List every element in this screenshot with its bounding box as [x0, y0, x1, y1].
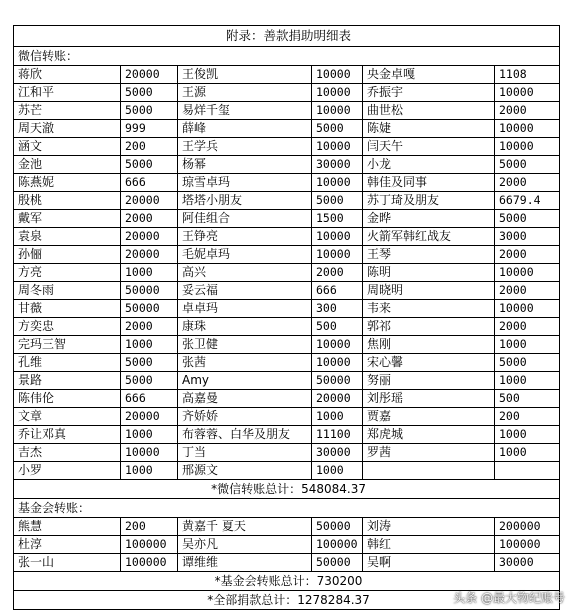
donor-name: 谭维维 — [178, 554, 312, 572]
donation-amount: 10000 — [312, 138, 363, 156]
page-title: 附录：善款捐助明细表 — [14, 26, 560, 47]
donor-name: 毛妮卓玛 — [178, 246, 312, 264]
donation-row — [14, 120, 560, 138]
donor-name: 陈伟伦 — [14, 390, 121, 408]
donation-amount: 1000 — [121, 336, 178, 354]
donor-name: 贾嘉 — [363, 408, 495, 426]
donor-name: 火箭军韩红战友 — [363, 228, 495, 246]
donor-name: 孔维 — [14, 354, 121, 372]
donation-amount: 200000 — [495, 518, 560, 536]
donor-name: 刘涛 — [363, 518, 495, 536]
donor-name: 宋心馨 — [363, 354, 495, 372]
donor-name: 杨幂 — [178, 156, 312, 174]
donor-name: 甘薇 — [14, 300, 121, 318]
donation-amount: 2000 — [121, 210, 178, 228]
foundation-heading: 基金会转账： — [14, 499, 560, 518]
donation-amount: 200 — [121, 518, 178, 536]
donation-amount: 500 — [495, 390, 560, 408]
donor-name: 乔让邓真 — [14, 426, 121, 444]
donation-amount: 10000 — [312, 66, 363, 84]
wechat-total-row — [14, 480, 560, 499]
donation-amount: 6679.4 — [495, 192, 560, 210]
donation-amount: 5000 — [121, 354, 178, 372]
donation-row — [14, 264, 560, 282]
donation-row — [14, 156, 560, 174]
wechat-total: *微信转账总计：548084.37 — [14, 480, 560, 499]
donation-row — [14, 66, 560, 84]
donation-amount: 10000 — [495, 84, 560, 102]
donation-row — [14, 282, 560, 300]
donor-name: 景路 — [14, 372, 121, 390]
watermark: 头条 @最大物纪账号 — [453, 591, 565, 605]
donation-row — [14, 408, 560, 426]
donation-amount: 2000 — [495, 102, 560, 120]
donation-amount: 10000 — [121, 444, 178, 462]
donor-name: 王俊凯 — [178, 66, 312, 84]
donor-name: 周冬雨 — [14, 282, 121, 300]
donation-row — [14, 554, 560, 572]
donation-amount: 20000 — [121, 66, 178, 84]
donation-amount: 666 — [121, 174, 178, 192]
donation-amount: 1000 — [121, 426, 178, 444]
donation-amount: 666 — [121, 390, 178, 408]
donation-amount: 10000 — [312, 336, 363, 354]
title-row — [14, 26, 560, 47]
donation-row — [14, 102, 560, 120]
donor-name: 戴军 — [14, 210, 121, 228]
donation-row — [14, 210, 560, 228]
donor-name: 江和平 — [14, 84, 121, 102]
donation-amount: 10000 — [495, 300, 560, 318]
donor-name: 孙俪 — [14, 246, 121, 264]
donor-name: 努丽 — [363, 372, 495, 390]
donation-amount: 5000 — [312, 120, 363, 138]
donation-amount: 10000 — [495, 264, 560, 282]
donation-amount: 5000 — [495, 210, 560, 228]
donor-name: 韩佳及同事 — [363, 174, 495, 192]
donor-name: 刘彤瑶 — [363, 390, 495, 408]
donation-amount: 1000 — [312, 408, 363, 426]
donation-amount: 300 — [312, 300, 363, 318]
donation-amount: 11100 — [312, 426, 363, 444]
donation-amount: 200 — [495, 408, 560, 426]
donor-name: 周天澈 — [14, 120, 121, 138]
donation-amount: 200 — [121, 138, 178, 156]
donation-amount: 10000 — [312, 246, 363, 264]
foundation-total-row — [14, 572, 560, 591]
donation-amount: 50000 — [121, 300, 178, 318]
donor-name: 王琴 — [363, 246, 495, 264]
donation-amount: 10000 — [312, 354, 363, 372]
donor-name: 张茜 — [178, 354, 312, 372]
donor-name: 闫天午 — [363, 138, 495, 156]
donor-name: 文章 — [14, 408, 121, 426]
donor-name: 王源 — [178, 84, 312, 102]
donor-name: 高嘉曼 — [178, 390, 312, 408]
donor-name: 陈婕 — [363, 120, 495, 138]
donor-name: 齐娇娇 — [178, 408, 312, 426]
donation-row — [14, 536, 560, 554]
donation-amount: 20000 — [121, 408, 178, 426]
donation-amount: 1000 — [312, 462, 363, 480]
donor-name: 殷桃 — [14, 192, 121, 210]
donation-amount: 5000 — [121, 156, 178, 174]
donor-name: 陈明 — [363, 264, 495, 282]
donor-name: 邢源文 — [178, 462, 312, 480]
donation-amount: 1000 — [495, 444, 560, 462]
donor-name: 袁泉 — [14, 228, 121, 246]
donation-amount: 3000 — [495, 228, 560, 246]
donation-amount: 10000 — [312, 228, 363, 246]
donor-name: 妥云福 — [178, 282, 312, 300]
donor-name: 陈燕妮 — [14, 174, 121, 192]
donation-amount: 20000 — [121, 192, 178, 210]
donor-name: 郭祁 — [363, 318, 495, 336]
donor-name: 薛峰 — [178, 120, 312, 138]
donation-amount: 50000 — [312, 372, 363, 390]
donor-name: 杜淳 — [14, 536, 121, 554]
donation-amount: 10000 — [312, 84, 363, 102]
donor-name: 小龙 — [363, 156, 495, 174]
donation-row — [14, 462, 560, 480]
donor-name: 高兴 — [178, 264, 312, 282]
donation-amount: 50000 — [121, 282, 178, 300]
donor-name — [363, 462, 495, 480]
donor-name: 卓卓玛 — [178, 300, 312, 318]
donor-name: 黄嘉千 夏天 — [178, 518, 312, 536]
donation-table — [13, 25, 560, 610]
donor-name: 乔振宇 — [363, 84, 495, 102]
donor-name: 蒋欣 — [14, 66, 121, 84]
donation-amount: 5000 — [121, 372, 178, 390]
donation-amount: 1108 — [495, 66, 560, 84]
donation-amount: 20000 — [121, 246, 178, 264]
donor-name: 央金卓嘎 — [363, 66, 495, 84]
donation-amount: 2000 — [495, 282, 560, 300]
donor-name: 吴亦凡 — [178, 536, 312, 554]
donor-name: 吴啊 — [363, 554, 495, 572]
donor-name: 焦刚 — [363, 336, 495, 354]
donation-row — [14, 300, 560, 318]
donation-amount: 10000 — [312, 102, 363, 120]
donation-amount: 2000 — [495, 246, 560, 264]
donation-row — [14, 372, 560, 390]
donation-amount: 5000 — [312, 192, 363, 210]
donation-row — [14, 246, 560, 264]
donor-name: 苏芒 — [14, 102, 121, 120]
donation-amount — [495, 462, 560, 480]
donor-name: 塔塔小朋友 — [178, 192, 312, 210]
donation-row — [14, 390, 560, 408]
donation-amount: 30000 — [495, 554, 560, 572]
donor-name: 王铮亮 — [178, 228, 312, 246]
donor-name: 吉杰 — [14, 444, 121, 462]
donation-amount: 10000 — [495, 138, 560, 156]
donation-amount: 20000 — [121, 228, 178, 246]
donation-row — [14, 444, 560, 462]
donation-amount: 999 — [121, 120, 178, 138]
grand-total: *全部捐款总计：1278284.37 — [14, 591, 560, 610]
donation-row — [14, 518, 560, 536]
donor-name: 涵文 — [14, 138, 121, 156]
donor-name: 易烊千玺 — [178, 102, 312, 120]
donor-name: 韦来 — [363, 300, 495, 318]
donor-name: 张卫健 — [178, 336, 312, 354]
wechat-heading: 微信转账： — [14, 47, 560, 66]
donation-amount: 1000 — [495, 336, 560, 354]
donation-amount: 5000 — [495, 354, 560, 372]
donation-amount: 50000 — [312, 554, 363, 572]
donor-name: 郑虎城 — [363, 426, 495, 444]
donation-amount: 100000 — [121, 536, 178, 554]
donation-amount: 5000 — [495, 156, 560, 174]
donor-name: 小罗 — [14, 462, 121, 480]
foundation-total: *基金会转账总计：730200 — [14, 572, 560, 591]
donation-amount: 666 — [312, 282, 363, 300]
donation-amount: 2000 — [495, 318, 560, 336]
donation-amount: 100000 — [312, 536, 363, 554]
donation-row — [14, 192, 560, 210]
donation-amount: 100000 — [121, 554, 178, 572]
donation-row — [14, 318, 560, 336]
donation-amount: 50000 — [312, 518, 363, 536]
donation-amount: 30000 — [312, 156, 363, 174]
donation-amount: 1000 — [121, 462, 178, 480]
donation-amount: 1000 — [495, 372, 560, 390]
donation-amount: 20000 — [312, 390, 363, 408]
donor-name: 苏丁琦及朋友 — [363, 192, 495, 210]
foundation-heading-row — [14, 499, 560, 518]
donation-amount: 5000 — [121, 84, 178, 102]
donation-row — [14, 228, 560, 246]
donation-amount: 5000 — [121, 102, 178, 120]
donation-row — [14, 84, 560, 102]
donor-name: 金晔 — [363, 210, 495, 228]
donor-name: 丁当 — [178, 444, 312, 462]
donor-name: 韩红 — [363, 536, 495, 554]
donor-name: 周晓明 — [363, 282, 495, 300]
donation-row — [14, 336, 560, 354]
donation-sheet — [13, 25, 559, 610]
donor-name: 阿佳组合 — [178, 210, 312, 228]
donation-amount: 1000 — [495, 426, 560, 444]
donor-name: 方奕忠 — [14, 318, 121, 336]
donation-row — [14, 138, 560, 156]
donor-name: 完玛三智 — [14, 336, 121, 354]
donation-row — [14, 174, 560, 192]
donation-amount: 10000 — [495, 120, 560, 138]
donation-amount: 2000 — [312, 264, 363, 282]
donor-name: 张一山 — [14, 554, 121, 572]
donor-name: 布蓉蓉、白华及朋友 — [178, 426, 312, 444]
donor-name: 琼雪卓玛 — [178, 174, 312, 192]
donation-amount: 1500 — [312, 210, 363, 228]
donation-amount: 30000 — [312, 444, 363, 462]
donation-amount: 1000 — [121, 264, 178, 282]
donor-name: 康珠 — [178, 318, 312, 336]
donation-row — [14, 354, 560, 372]
donor-name: Amy — [178, 372, 312, 390]
donor-name: 方亮 — [14, 264, 121, 282]
donor-name: 曲世松 — [363, 102, 495, 120]
donor-name: 罗茜 — [363, 444, 495, 462]
donation-amount: 2000 — [495, 174, 560, 192]
wechat-heading-row — [14, 47, 560, 66]
donation-amount: 2000 — [121, 318, 178, 336]
donation-amount: 500 — [312, 318, 363, 336]
donor-name: 熊慧 — [14, 518, 121, 536]
donation-amount: 10000 — [312, 174, 363, 192]
donor-name: 金池 — [14, 156, 121, 174]
donation-amount: 100000 — [495, 536, 560, 554]
donor-name: 王学兵 — [178, 138, 312, 156]
donation-row — [14, 426, 560, 444]
